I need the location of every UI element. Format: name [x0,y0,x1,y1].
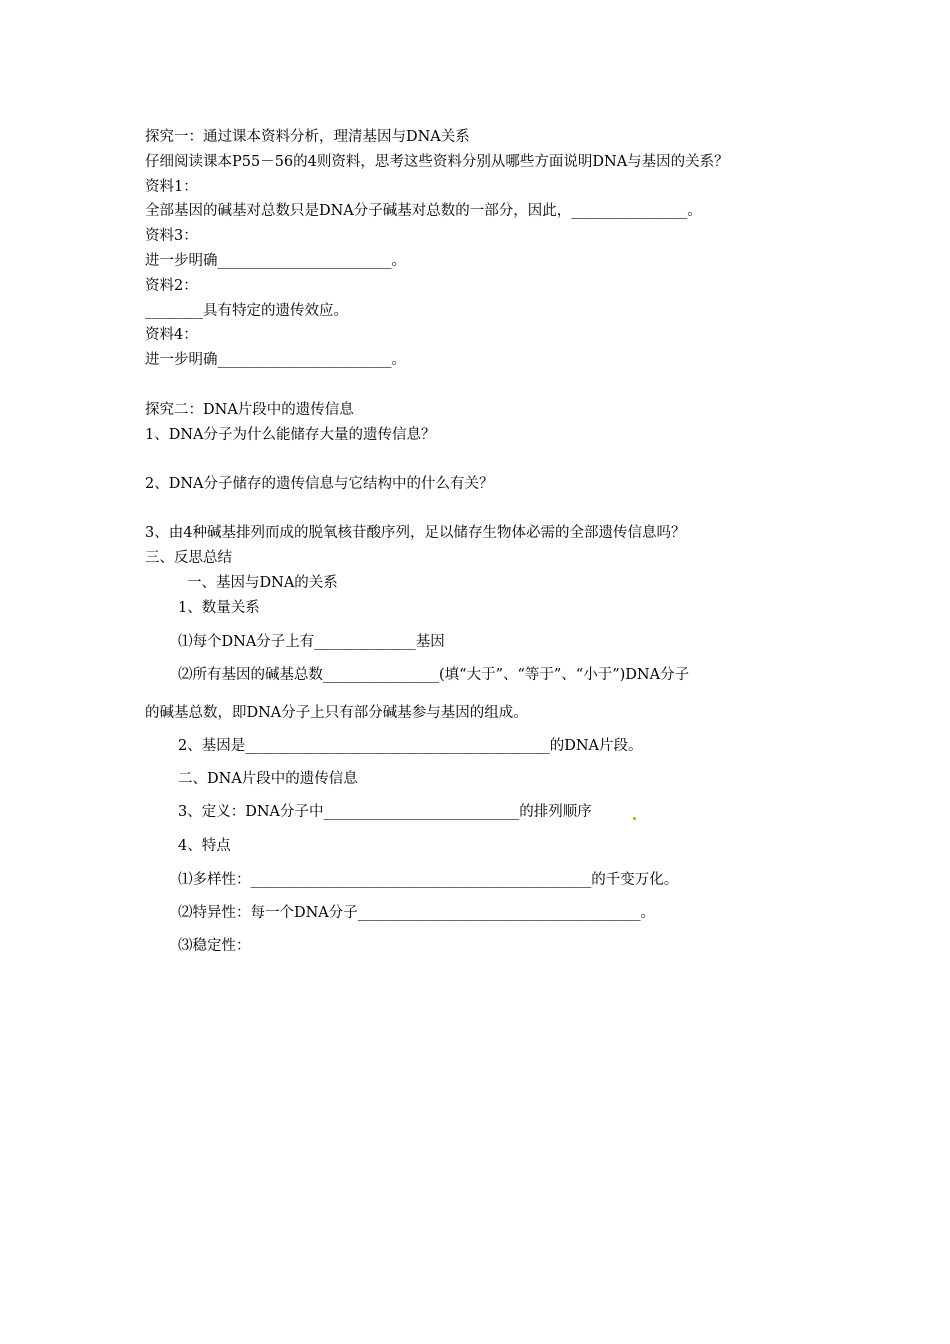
part1-title: 探究一：通过课本资料分析，理清基因与DNA关系 [145,129,470,145]
summary-item-1a: ⑴每个DNA分子上有______________基因 [178,634,445,650]
summary-item-1b: ⑵所有基因的碱基总数________________(填“大于”、“等于”、“小于”)DNA分子 [178,667,690,683]
summary-section-1: 一、基因与DNA的关系 [187,575,338,591]
summary-section-2: 二、DNA片段中的遗传信息 [178,771,358,787]
part3-title: 三、反思总结 [145,550,232,566]
material-3-label: 资料3： [145,228,198,244]
part2-title: 探究二：DNA片段中的遗传信息 [145,402,354,418]
material-2-label: 资料2： [145,278,198,294]
summary-quantity-relation: 1、数量关系 [178,600,260,616]
period-mark [633,817,636,820]
question-3: 3、由4种碱基排列而成的脱氧核苷酸序列，足以储存生物体必需的全部遗传信息吗？ [145,525,686,541]
summary-definition: 3、定义：DNA分子中___________________________的排列顺序 [178,804,592,820]
feature-specificity: ⑵特异性：每一个DNA分子_______________________________________。 [178,905,656,921]
material-3-text: 进一步明确________________________。 [145,253,406,269]
material-4-label: 资料4： [145,327,198,343]
feature-stability: ⑶稳定性： [178,938,251,954]
material-1-label: 资料1： [145,179,198,195]
summary-gene-definition: 2、基因是__________________________________________的DNA片段。 [178,738,643,754]
question-2: 2、DNA分子储存的遗传信息与它结构中的什么有关？ [145,476,494,492]
feature-diversity: ⑴多样性：_______________________________________________的千变万化。 [178,872,679,888]
material-1-text: 全部基因的碱基对总数只是DNA分子碱基对总数的一部分，因此，________________。 [145,203,702,219]
material-4-text: 进一步明确________________________。 [145,352,406,368]
summary-features: 4、特点 [178,838,231,854]
material-2-text: ________具有特定的遗传效应。 [145,303,348,319]
summary-item-1b-continued: 的碱基总数，即DNA分子上只有部分碱基参与基因的组成。 [145,705,528,721]
question-1: 1、DNA分子为什么能储存大量的遗传信息？ [145,427,436,443]
part1-instruction: 仔细阅读课本P55－56的4则资料，思考这些资料分别从哪些方面说明DNA与基因的关系？ [145,154,729,170]
